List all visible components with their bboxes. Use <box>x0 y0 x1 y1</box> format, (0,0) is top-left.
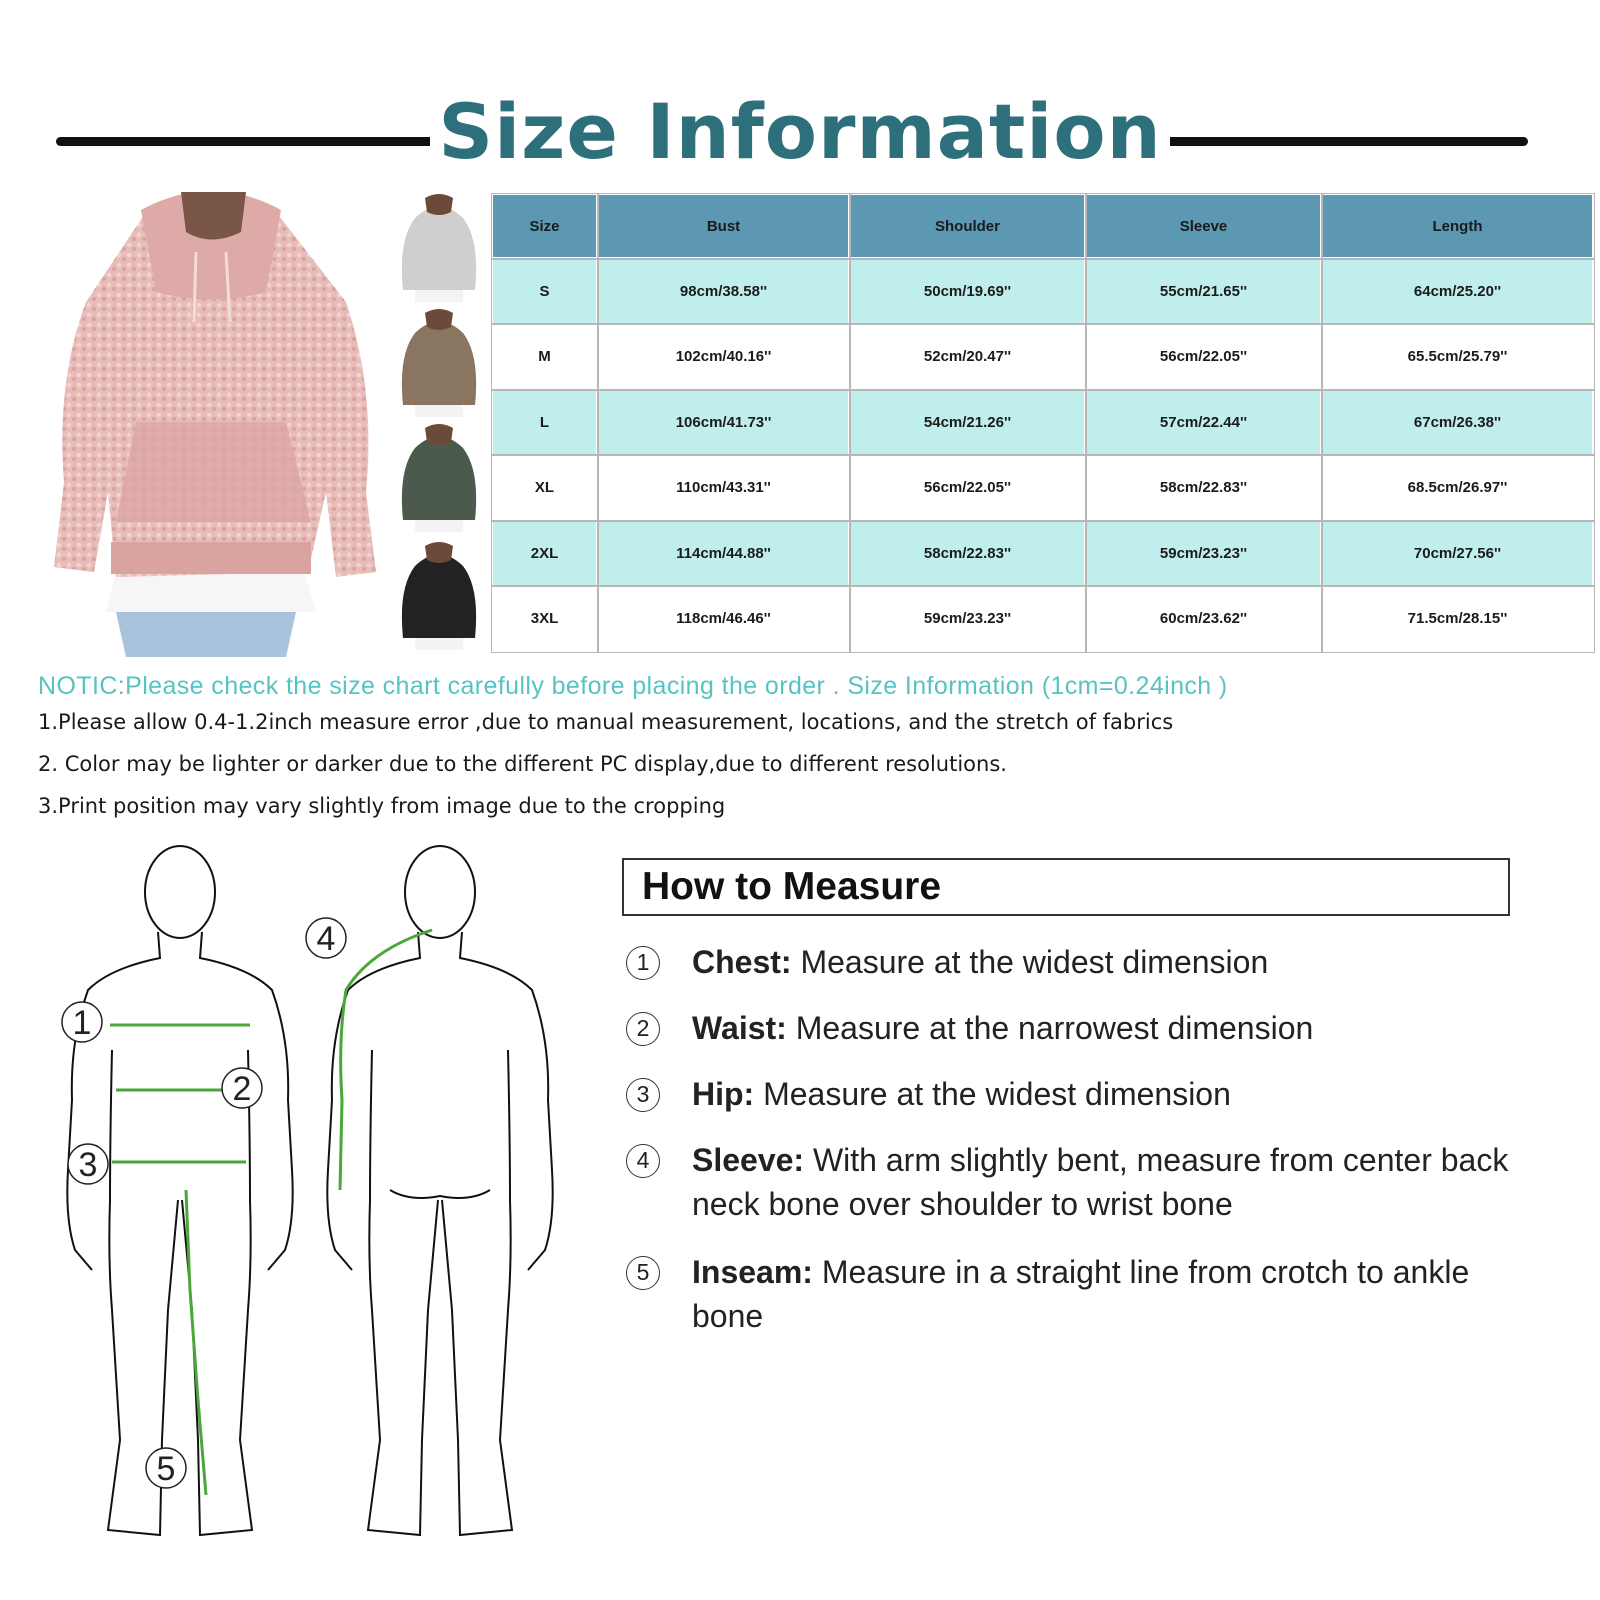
measure-item-waist <box>692 1006 1522 1050</box>
table-cell: L <box>492 390 598 456</box>
table-cell: 56cm/22.05'' <box>1086 324 1322 390</box>
measure-item-inseam <box>692 1250 1522 1338</box>
figure-label-3: 3 <box>78 1146 98 1184</box>
measure-item-chest <box>692 940 1522 984</box>
note-line-1: 1.Please allow 0.4-1.2inch measure error ,due to manual measurement, locations, and the stretch of fabrics <box>38 710 1174 734</box>
table-cell: 58cm/22.83'' <box>1086 455 1322 521</box>
table-row <box>492 390 1594 456</box>
measure-num-2: 2 <box>626 1012 660 1046</box>
measure-label: Hip: <box>692 1076 755 1112</box>
table-cell: 118cm/46.46'' <box>598 586 850 652</box>
col-header-sleeve: Sleeve <box>1086 194 1322 259</box>
measure-desc: Measure in a straight line from crotch to ankle bone <box>692 1254 1470 1334</box>
table-cell: 64cm/25.20'' <box>1322 259 1594 325</box>
how-to-measure-title: How to Measure <box>642 865 942 908</box>
table-cell: 68.5cm/26.97'' <box>1322 455 1594 521</box>
figure-label-1: 1 <box>72 1004 92 1042</box>
table-cell: 54cm/21.26'' <box>850 390 1086 456</box>
table-cell: 102cm/40.16'' <box>598 324 850 390</box>
measure-label: Waist: <box>692 1010 787 1046</box>
size-table <box>490 192 1595 653</box>
table-cell: 50cm/19.69'' <box>850 259 1086 325</box>
measure-num-3: 3 <box>626 1078 660 1112</box>
measure-desc: Measure at the widest dimension <box>791 944 1269 980</box>
table-cell: M <box>492 324 598 390</box>
table-cell: 52cm/20.47'' <box>850 324 1086 390</box>
table-cell: 70cm/27.56'' <box>1322 521 1594 587</box>
note-line-2: 2. Color may be lighter or darker due to the different PC display,due to different resolutions. <box>38 752 1007 776</box>
figure-label-4: 4 <box>316 920 336 958</box>
measure-desc: With arm slightly bent, measure from center back neck bone over shoulder to wrist bone <box>692 1142 1509 1222</box>
table-row <box>492 455 1594 521</box>
col-header-length: Length <box>1322 194 1594 259</box>
measure-label: Sleeve: <box>692 1142 805 1178</box>
measure-label: Chest: <box>692 944 792 980</box>
table-cell: 59cm/23.23'' <box>850 586 1086 652</box>
color-thumb-green <box>393 420 485 535</box>
table-cell: 57cm/22.44'' <box>1086 390 1322 456</box>
color-thumb-black <box>393 538 485 653</box>
table-cell: 106cm/41.73'' <box>598 390 850 456</box>
table-cell: 56cm/22.05'' <box>850 455 1086 521</box>
table-cell: 55cm/21.65'' <box>1086 259 1322 325</box>
table-cell: S <box>492 259 598 325</box>
measure-desc: Measure at the widest dimension <box>754 1076 1231 1112</box>
table-header-row <box>492 194 1594 259</box>
table-cell: 71.5cm/28.15'' <box>1322 586 1594 652</box>
table-cell: 58cm/22.83'' <box>850 521 1086 587</box>
figure-label-2: 2 <box>232 1070 252 1108</box>
table-cell: 3XL <box>492 586 598 652</box>
measure-item-hip <box>692 1072 1522 1116</box>
table-cell: 110cm/43.31'' <box>598 455 850 521</box>
page-title: Size Information <box>0 82 1600 182</box>
table-row <box>492 259 1594 325</box>
table-cell: XL <box>492 455 598 521</box>
color-thumb-brown <box>393 305 485 420</box>
col-header-bust: Bust <box>598 194 850 259</box>
table-cell: 67cm/26.38'' <box>1322 390 1594 456</box>
note-line-3: 3.Print position may vary slightly from image due to the cropping <box>38 794 726 818</box>
color-thumb-gray <box>393 190 485 305</box>
size-notice: NOTIC:Please check the size chart carefully before placing the order . Size Information (1cm=0.24inch ) <box>38 672 1228 700</box>
figure-label-5: 5 <box>156 1450 176 1488</box>
table-row <box>492 521 1594 587</box>
measure-desc: Measure at the narrowest dimension <box>786 1010 1314 1046</box>
measure-item-sleeve <box>692 1138 1522 1226</box>
table-cell: 59cm/23.23'' <box>1086 521 1322 587</box>
table-cell: 114cm/44.88'' <box>598 521 850 587</box>
table-row <box>492 586 1594 652</box>
table-row <box>492 324 1594 390</box>
measure-label: Inseam: <box>692 1254 813 1290</box>
measure-num-5: 5 <box>626 1256 660 1290</box>
table-cell: 98cm/38.58'' <box>598 259 850 325</box>
product-photo-main <box>46 192 378 657</box>
col-header-size: Size <box>492 194 598 259</box>
measure-num-1: 1 <box>626 946 660 980</box>
measure-num-4: 4 <box>626 1144 660 1178</box>
table-cell: 60cm/23.62'' <box>1086 586 1322 652</box>
body-measure-figure <box>50 840 570 1580</box>
table-cell: 65.5cm/25.79'' <box>1322 324 1594 390</box>
table-cell: 2XL <box>492 521 598 587</box>
col-header-shoulder: Shoulder <box>850 194 1086 259</box>
